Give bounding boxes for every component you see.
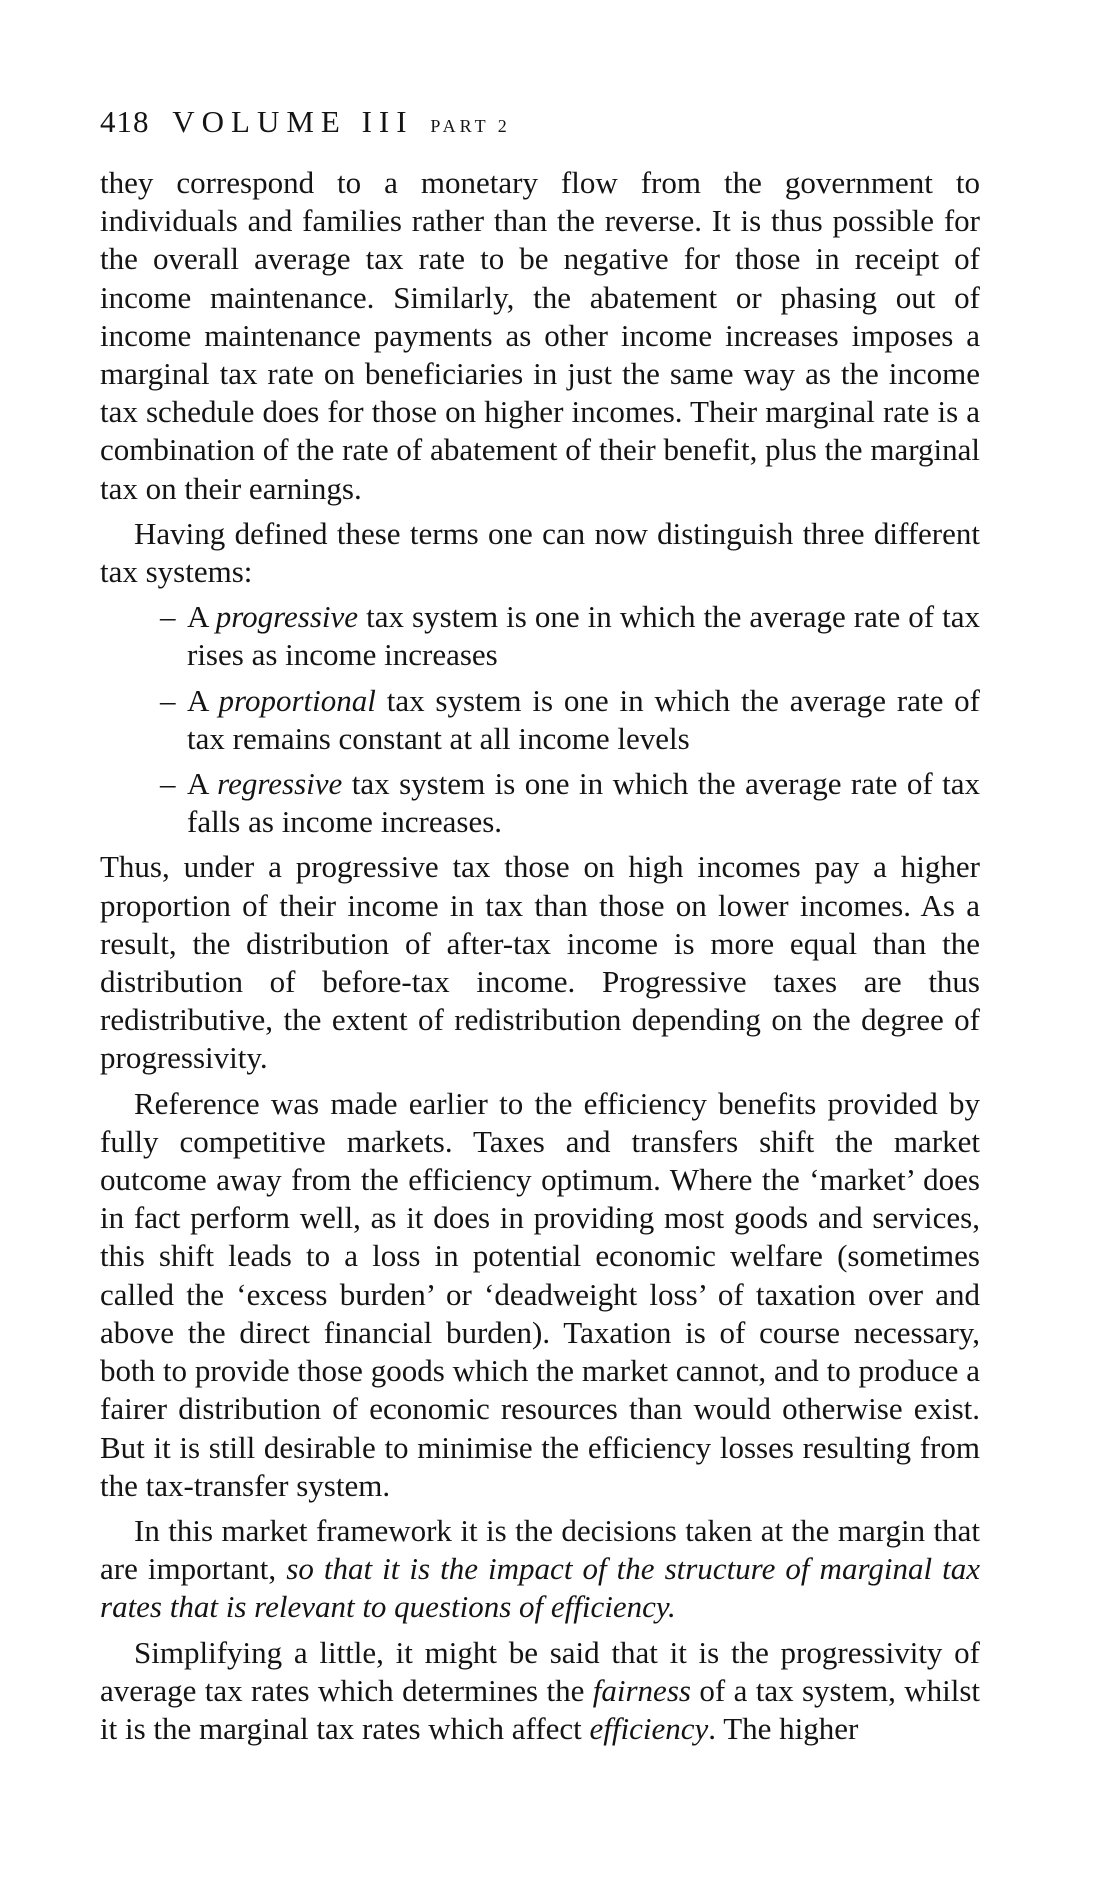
term-progressive: progressive (215, 599, 359, 635)
part-label: PART 2 (430, 116, 511, 136)
paragraph-progressive-tax: Thus, under a progressive tax those on high incomes pay a higher proportion of their income in tax than those on lower incomes. As a result, the distribution of after-tax income is more equal than the distribution of before-tax income. Progressive taxes are thus redistributive, the extent of redistribution depending on the degree of progressivity. (100, 849, 980, 1076)
emphasis-text: so that it is the impact of the structure of marginal tax rates that is relevant to questions of efficiency. (100, 1551, 981, 1625)
term-fairness: fairness (592, 1672, 691, 1708)
bullet-text: tax system is one in which the average rate of tax falls as income increases. (187, 766, 981, 840)
bullet-lead: A (187, 682, 208, 718)
paragraph-definitions-intro: Having defined these terms one can now distinguish three different tax systems: (100, 515, 980, 590)
list-item-regressive (160, 765, 980, 841)
term-regressive: regressive (217, 766, 343, 802)
body-text (100, 164, 980, 1755)
bullet-dash: – (160, 766, 176, 802)
term-proportional: proportional (218, 682, 376, 718)
bullet-text: tax system is one in which the average rate of tax rises as income increases (187, 599, 981, 673)
bullet-text: tax system is one in which the average rate of tax remains constant at all income levels (187, 682, 981, 756)
tax-systems-list (100, 598, 980, 841)
paragraph-text: Simplifying a little, it might be said that it is the progressivity of average tax rates which determines the (100, 1634, 980, 1708)
term-efficiency: efficiency (589, 1710, 709, 1746)
paragraph-text: In this market framework it is the decisions taken at the margin that are important, (100, 1512, 980, 1587)
paragraph-text: . The higher (708, 1710, 859, 1746)
paragraph-efficiency: Reference was made earlier to the efficiency benefits provided by fully competitive markets. Taxes and transfers shift the market outcome away from the efficiency optimum. Where the ‘market’ does in fact perform well, as it does in providing most goods and services, this shift leads to a loss in potential economic welfare (sometimes called the ‘excess burden’ or ‘deadweight loss’ of taxation over and above the direct financial burden). Taxation is of course necessary, both to provide those goods which the market cannot, and to produce a fairer distribution of economic resources than would otherwise exist. But it is still desirable to minimise the efficiency losses resulting from the tax-transfer system. (100, 1085, 980, 1503)
page-number: 418 (100, 104, 150, 139)
bullet-lead: A (187, 766, 208, 802)
list-item-proportional (160, 682, 980, 758)
paragraph-market-framework (100, 1512, 980, 1627)
bullet-dash: – (160, 682, 176, 718)
list-item-progressive (160, 598, 980, 674)
bullet-dash: – (160, 599, 176, 635)
paragraph-fairness-efficiency (100, 1634, 980, 1749)
paragraph-text: of a tax system, whilst it is the marginal tax rates which affect (100, 1672, 981, 1746)
paragraph-continued: they correspond to a monetary flow from the government to individuals and families rather than the reverse. It is thus possible for the overall average tax rate to be negative for those in receipt of income maintenance. Similarly, the abatement or phasing out of income maintenance payments as other income increases imposes a marginal tax rate on beneficiaries in just the same way as the income tax schedule does for those on higher incomes. Their marginal rate is a combination of the rate of abatement of their benefit, plus the marginal tax on their earnings. (100, 165, 980, 506)
bullet-lead: A (187, 599, 208, 635)
volume-label: VOLUME III (172, 104, 414, 139)
running-header (100, 104, 511, 140)
